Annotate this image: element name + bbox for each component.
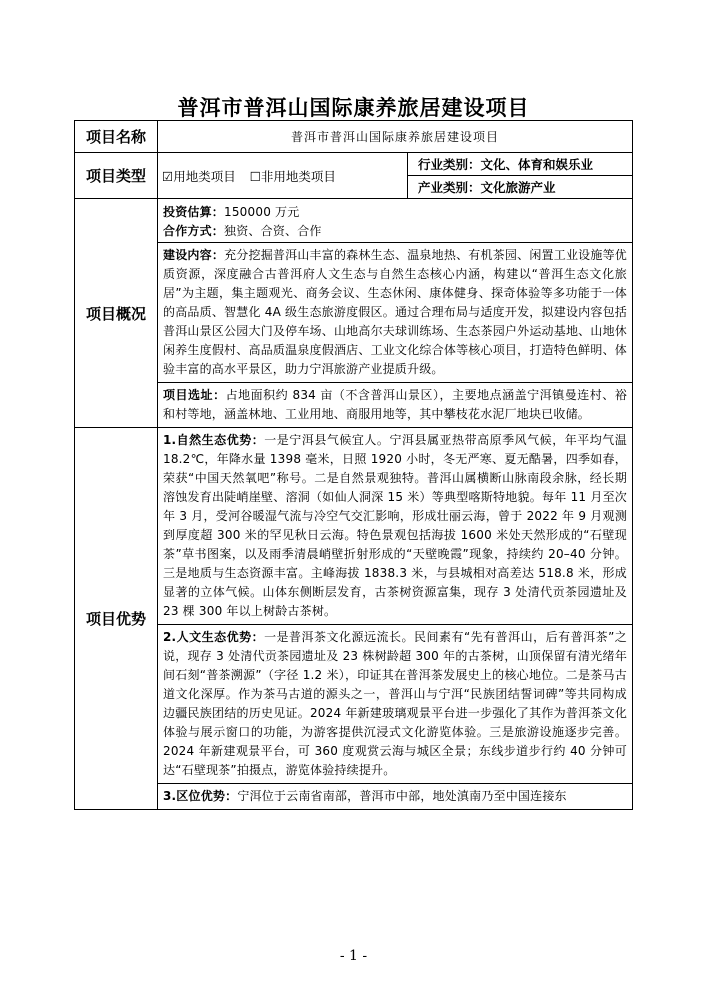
overview-content — [158, 199, 633, 428]
page-number: - 1 - — [339, 948, 368, 964]
project-name-value: 普洱市普洱山国际康养旅居建设项目 — [158, 121, 633, 153]
page-title: 普洱市普洱山国际康养旅居建设项目 — [177, 95, 530, 120]
culture-label: 2.人文生态优势： — [163, 630, 265, 644]
location-label: 3.区位优势： — [163, 789, 238, 803]
nature-label: 1.自然生态优势： — [163, 433, 265, 447]
label-overview: 项目概况 — [75, 199, 158, 428]
industry-sub-category: 产业类别：文化旅游产业 — [408, 176, 633, 199]
content-label: 建设内容： — [163, 248, 225, 262]
location-text: 宁洱位于云南省南部，普洱市中部，地处滇南乃至中国连接东 — [237, 789, 567, 803]
row-project-type — [75, 153, 633, 176]
nature-text: 一是宁洱县气候宜人。宁洱县属亚热带高原季风气候，年平均气温 18.2℃，年降水量 1398 毫米，日照 1920 小时，冬无严寒、夏无酷暑，四季如春，荣获“中国天然氧吧”称号。二是自然景观独特。普洱山属横断山脉南段余脉，经长期溶蚀发育出陡峭崖壁、溶洞（如仙人洞深 15 米）等典型喀斯特地貌。每年 11 月至次年 3 月，受河谷暖湿气流与冷空气交汇影响，形成壮丽云海，曾于 2022 年 9 月观测到厚度超 300 米的罕见秋日云海。特色景观包括海拔 1600 米处天然形成的“石壁现茶”草书图案，以及雨季清晨峭壁折射形成的“天壁晚霞”现象，持续约 20–40 分钟。三是地质与生态资源丰富。主峰海拔 1838.3 米，与县城相对高差达 518.8 米，形成显著的立体气候。山体东侧断层发育，古茶树资源富集，现存 3 处清代贡茶园遗址及 23 棵 300 年以上树龄古茶树。 — [163, 433, 628, 618]
label-advantages: 项目优势 — [75, 428, 158, 810]
land-use-checkbox[interactable]: ☑用地类项目 — [162, 168, 236, 184]
nature-advantage — [158, 428, 632, 624]
construction-content — [158, 242, 632, 382]
site-label: 项目选址： — [163, 388, 226, 402]
advantages-content — [158, 428, 633, 810]
project-type-options — [158, 153, 408, 199]
row-project-name — [75, 121, 633, 153]
site-text: 占地面积约 834 亩（不含普洱山景区），主要地点涵盖宁洱镇曼连村、裕和村等地，涵盖林地、工业用地、商服用地等，其中攀枝花水泥厂地块已收储。 — [163, 388, 627, 421]
row-overview — [75, 199, 633, 428]
non-land-use-checkbox[interactable]: ☐非用地类项目 — [249, 168, 336, 184]
location-advantage — [158, 783, 632, 809]
investment-value: 150000 万元 — [224, 205, 300, 219]
site-selection — [158, 382, 632, 427]
cooperation-label: 合作方式： — [163, 224, 225, 238]
project-table — [74, 120, 633, 810]
cooperation-value: 独资、合资、合作 — [224, 224, 322, 238]
industry-category: 行业类别：文化、体育和娱乐业 — [408, 153, 633, 176]
investment-line — [158, 199, 632, 222]
culture-advantage — [158, 624, 632, 783]
label-project-type: 项目类型 — [75, 153, 158, 199]
label-project-name: 项目名称 — [75, 121, 158, 153]
investment-label: 投资估算： — [163, 205, 225, 219]
culture-text: 一是普洱茶文化源远流长。民间素有“先有普洱山，后有普洱茶”之说，现存 3 处清代贡茶园遗址及 23 株树龄超 300 年的古茶树，山顶保留有清光绪年间石刻“普茶溯源”（字径 1.2 米），印证其在普洱茶发展史上的核心地位。二是茶马古道文化深厚。作为茶马古道的源头之一，普洱山与宁洱“民族团结誓词碑”等共同构成边疆民族团结的历史见证。2024 年新建玻璃观景平台进一步强化了其作为普洱茶文化体验与展示窗口的功能，为游客提供沉浸式文化游览体验。三是旅游设施逐步完善。2024 年新建观景平台，可 360 度观赏云海与城区全景；东线步道步行约 40 分钟可达“石壁现茶”拍摄点，游览体验持续提升。 — [163, 630, 628, 777]
row-advantages — [75, 428, 633, 810]
content-text: 充分挖掘普洱山丰富的森林生态、温泉地热、有机茶园、闲置工业设施等优质资源，深度融合古普洱府人文生态与自然生态核心内涵，构建以“普洱生态文化旅居”为主题，集主题观光、商务会议、生态休闲、康体健身、探奇体验等多功能于一体的高品质、智慧化 4A 级生态旅游度假区。通过合理布局与适度开发，拟建设内容包括普洱山景区公园大门及停车场、山地高尔夫球训练场、生态茶园户外运动基地、山地休闲养生度假村、高品质温泉度假酒店、工业文化综合体等核心项目，打造特色鲜明、体验丰富的高水平景区，助力宁洱旅游产业提质升级。 — [163, 248, 628, 376]
cooperation-line — [158, 222, 632, 242]
